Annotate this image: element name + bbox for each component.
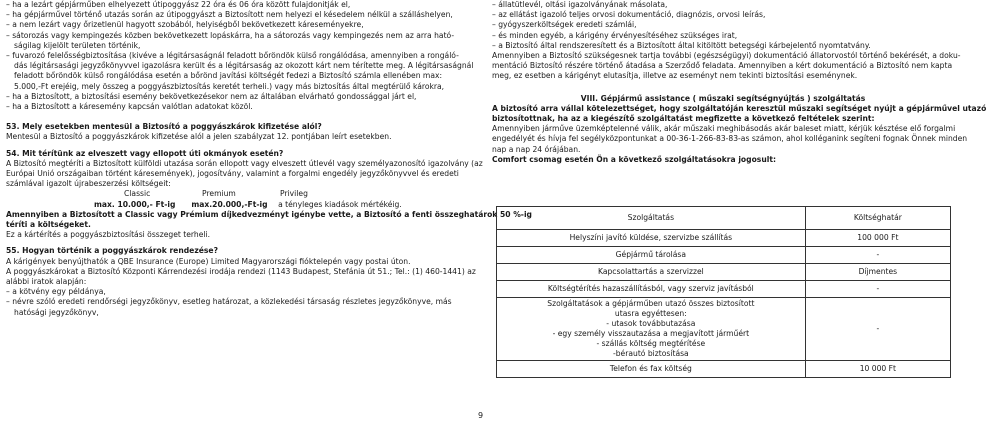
package-classic: Classic [124, 189, 151, 199]
package-names-row [6, 189, 472, 199]
text-line: – sátorozás vagy kempingezés közben bekövetkezett lopáskárra, ha a sátorozás vagy kempingezés nem az arra ható- [6, 30, 455, 40]
row-service: Helyszíni javító küldése, szervizbe szállítás [497, 230, 806, 247]
row-limit: Díjmentes [805, 264, 950, 281]
right-column [492, 0, 986, 373]
package-privileg: Privileg [280, 189, 308, 199]
text-line: – a Biztosító által rendszeresített és a Biztosított által kitöltött betegségi kárbejelentő nyomtatvány. [492, 40, 871, 50]
text-line: A poggyászkárokat a Biztosító Központi Kárrendezési irodája rendezi (1143 Budapest, Stefánia út 51.; Tel.: (1) 460-1441) az [6, 266, 476, 276]
question-53-body: Mentesül a Biztosító a poggyászkárok kifizetése alól a jelen szabályzat 12. pontjában leírt esetekben. [6, 132, 392, 142]
text-line: mentáció Biztosító részére történő átadása a Szerződő feladata. Amennyiben a kért dokumentáció a Biztosító nem kapta [492, 61, 953, 71]
text-line: biztosítottnak, ha az a kiegészítő szolgáltatást megfizette a következő feltételek szerint: [492, 114, 875, 124]
text-line: – az ellátást igazoló teljes orvosi dokumentáció, diagnózis, orvosi leírás, [492, 10, 766, 20]
text-line: téríti a költségeket. [6, 220, 91, 230]
text-line: hatósági jegyzőkönyv, [14, 307, 99, 317]
text-line: – ha a Biztosított a káresemény kapcsán valótlan adatokat közöl. [6, 102, 253, 112]
text-line: – ha a lezárt gépjárműben elhelyezett útipoggyász 22 óra és 06 óra között fulajdonitják el, [6, 0, 351, 9]
table-row [497, 298, 951, 361]
package-premium: Premium [202, 189, 236, 199]
text-line: A Biztosító megtéríti a Biztosított külföldi utazása során ellopott vagy elveszett útlevél vagy személyazonosító igazolvány (az [6, 158, 483, 168]
package-limits-row [6, 200, 472, 210]
text-line: Amennyiben a Biztosított a Classic vagy Prémium díjkedvezményt igénybe vette, a Biztosító a fenti összeghatárok 50 %-ig [6, 209, 532, 219]
text-line: – névre szóló eredeti rendőrségi jegyzőkönyv, esetleg határozat, a közlekedési társaság részletes jegyzőkönyve, más [6, 297, 452, 307]
header-service: Szolgáltatás [497, 207, 806, 230]
text-line: Amennyiben a Biztosító szükségesnek tartja további (egészségügyi) dokumentáció állatorvostól történő bekérését, a doku- [492, 51, 961, 61]
header-limit: Költséghatár [805, 207, 950, 230]
question-53-title: 53. Mely esetekben mentesül a Biztosító a poggyászkárok kifizetése alól? [6, 122, 322, 132]
text-line: nap a nap 24 órájában. [492, 144, 581, 154]
text-line: meg, ez esetben a kárigényt elutasítja, illetve az eseményt nem tekinti biztosítási eseménynek. [492, 71, 858, 81]
text-line: alábbi iratok alapján: [6, 277, 87, 287]
text-line: 5.000,-Ft erejéig, mely összeg a poggyászbiztosítás keretét terheli.) vagy más biztosítás által megtérülő károkra, [14, 81, 445, 91]
row-limit: 100 000 Ft [805, 230, 950, 247]
row-service-multiline [497, 298, 806, 361]
question-55-title: 55. Hogyan történik a poggyászkárok rendezése? [6, 246, 218, 256]
cell-line: - szállás költség megtérítése [596, 339, 706, 348]
cell-line: - utasok továbbutazása [606, 319, 696, 328]
cell-line: -bérautó biztosítása [613, 349, 689, 358]
text-line: A kárigények benyújthatók a QBE Insurance (Europe) Limited Magyarországi fióktelepén vagy postai úton. [6, 256, 411, 266]
text-line: ságilag kijelölt területen történik, [14, 40, 141, 50]
row-service: Gépjármű tárolása [497, 247, 806, 264]
table-row [497, 264, 951, 281]
text-line: – állatütlevél, oltási igazolványának másolata, [492, 0, 668, 9]
left-column [6, 0, 532, 318]
service-table [496, 206, 951, 378]
text-line: – és minden egyéb, a kárigény érvényesítéséhez szükséges irat, [492, 30, 738, 40]
limit-privileg: a tényleges kiadások mértékéig. [278, 199, 402, 209]
text-line: – a kötvény egy példánya, [6, 287, 106, 297]
text-line: Amennyiben járműve üzemképtelenné válik, akár műszaki meghibásodás akár baleset miatt, kérjük késztése elő forgalmi [492, 124, 956, 134]
text-line: Európai Unió országaiban történt káresemények), jogosítvány, valamint a forgalmi engedély jegyzőkönyvvel és eredeti [6, 169, 459, 179]
section-title: VIII. Gépjármű assistance ( műszaki segítségnyújtás ) szolgáltatás [580, 93, 866, 103]
row-service: Telefon és fax költség [497, 361, 806, 378]
text-line: – fuvarozó felelősségbiztosítása (kivéve a légitársaságnál feladott bőröndök külső rongálódása, amennyiben a rongáló- [6, 51, 459, 61]
cell-line: Szolgáltatások a gépjárműben utazó összes biztosított [547, 299, 755, 308]
text-line: – a nem lezárt vagy őrizetlenül hagyott szobából, helyiségből bekövetkezett káreseményekre, [6, 20, 364, 30]
row-limit: - [805, 281, 950, 298]
row-limit: 10 000 Ft [805, 361, 950, 378]
text-line: – gyógyszerköltségek eredeti számlái, [492, 20, 637, 30]
text-line: – ha gépjárművel történő utazás során az útipoggyászt a Biztosított nem helyezi el késedelem nélkül a szálláshelyen, [6, 10, 453, 20]
table-row [497, 247, 951, 264]
text-line: – ha a Biztosított, a biztosítási esemény bekövetkezésekor nem az általában elvárható gondossággal járt el, [6, 91, 417, 101]
text-line: számlával igazolt újrabeszerzési költségeit: [6, 179, 171, 189]
table-row [497, 361, 951, 378]
cell-line: utasra egyéttesen: [614, 309, 687, 318]
table-row [497, 230, 951, 247]
text-line: A biztosító arra vállal kötelezettséget, hogy szolgáltatóján keresztül műszaki segítséget nyújt a gépjárművel utazó [492, 103, 986, 113]
table-row [497, 281, 951, 298]
row-limit: - [805, 247, 950, 264]
question-54-title: 54. Mit térítünk az elveszett vagy ellopott úti okmányok esetén? [6, 148, 284, 158]
limit-premium: max.20.000,-Ft-ig [191, 199, 268, 209]
text-line: Comfort csomag esetén Ön a következő szolgáltatásokra jogosult: [492, 154, 776, 164]
cell-line: - egy személy visszautazása a megjavított járműért [552, 329, 750, 338]
row-limit: - [805, 298, 950, 361]
text-line: engedélyét és hívja fel segélyközpontunkat a 00-36-1-266-83-83-as számon, ahol kolléganink segíteni fognak Önnek minden [492, 134, 968, 144]
row-service: Költségtérítés hazaszállításból, vagy szerviz javításból [497, 281, 806, 298]
table-header-row [497, 207, 951, 230]
row-service: Kapcsolattartás a szervizzel [497, 264, 806, 281]
text-line: dás légitársasági jegyzőkönyvvel igazolásra került és a légitársaság az okozott kárt nem térítette meg. A légitársaságnál [14, 61, 474, 71]
text-line: feladott bőröndök külső rongálódása esetén a bőrönd javítási költségét fedezi a Biztosító számla ellenében max: [14, 71, 443, 81]
text-line: Ez a kártérítés a poggyászbiztosítási összeget terheli. [6, 230, 211, 240]
page-number: 9 [478, 411, 484, 420]
limit-classic: max. 10.000,- Ft-ig [94, 199, 176, 209]
